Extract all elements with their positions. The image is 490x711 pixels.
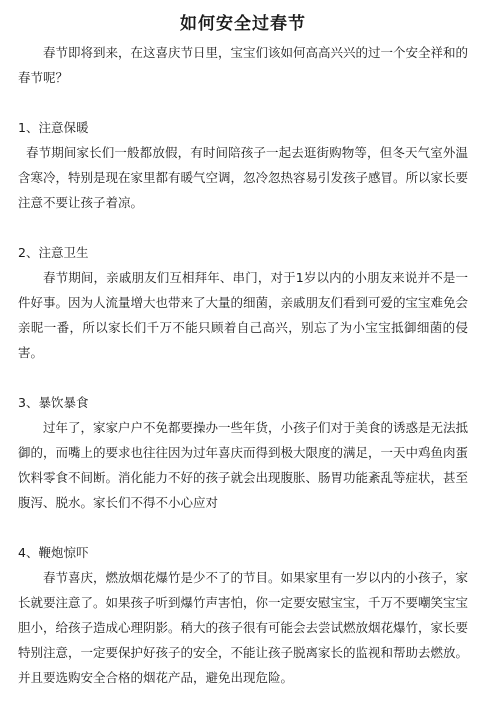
section-heading-4: 4、鞭炮惊吓 (18, 545, 89, 560)
spacer (18, 215, 468, 240)
spacer (18, 515, 468, 540)
intro-paragraph: 春节即将到来，在这喜庆节日里，宝宝们该如何高高兴兴的过一个安全祥和的春节呢？ (18, 45, 469, 85)
section-body-1: 春节期间家长们一般都放假，有时间陪孩子一起去逛街购物等，但冬天气室外温含寒冷，特别是现在家里都有暖气空调，忽冷忽热容易引发孩子感冒。所以家长要注意不要让孩子着凉。 (18, 145, 469, 210)
spacer (18, 365, 468, 390)
section-body-3: 过年了，家家户户不免都要操办一些年货，小孩子们对于美食的诱惑是无法抵御的，而嘴上的要求也往往因为过年喜庆而得到极大限度的满足，一天中鸡鱼肉蛋饮料零食不间断。消化能力不好的孩子就会出现腹胀、肠胃功能紊乱等症状，甚至腹泻、脱水。家长们不得不小心应对 (18, 420, 469, 510)
section-heading-2: 2、注意卫生 (18, 245, 89, 260)
document-title: 如何安全过春节 (180, 14, 306, 34)
section-body-2: 春节期间，亲戚朋友们互相拜年、串门，对于1岁以内的小朋友来说并不是一件好事。因为人流量增大也带来了大量的细菌，亲戚朋友们看到可爱的宝宝难免会亲昵一番，所以家长们千万不能只顾着自己高兴，别忘了为小宝宝抵御细菌的侵害。 (18, 270, 469, 360)
section-heading-3: 3、暴饮暴食 (18, 395, 89, 410)
spacer (18, 90, 468, 115)
section-body-4: 春节喜庆，燃放烟花爆竹是少不了的节目。如果家里有一岁以内的小孩子，家长就要注意了。如果孩子听到爆竹声害怕，你一定要安慰宝宝，千万不要嘲笑宝宝胆小，给孩子造成心理阴影。稍大的孩子很有可能会去尝试燃放烟花爆竹，家长要特别注意，一定要保护好孩子的安全，不能让孩子脱离家长的监视和帮助去燃放。并且要选购安全合格的烟花产品，避免出现危险。 (18, 570, 469, 685)
section-heading-1: 1、注意保暖 (18, 120, 89, 135)
